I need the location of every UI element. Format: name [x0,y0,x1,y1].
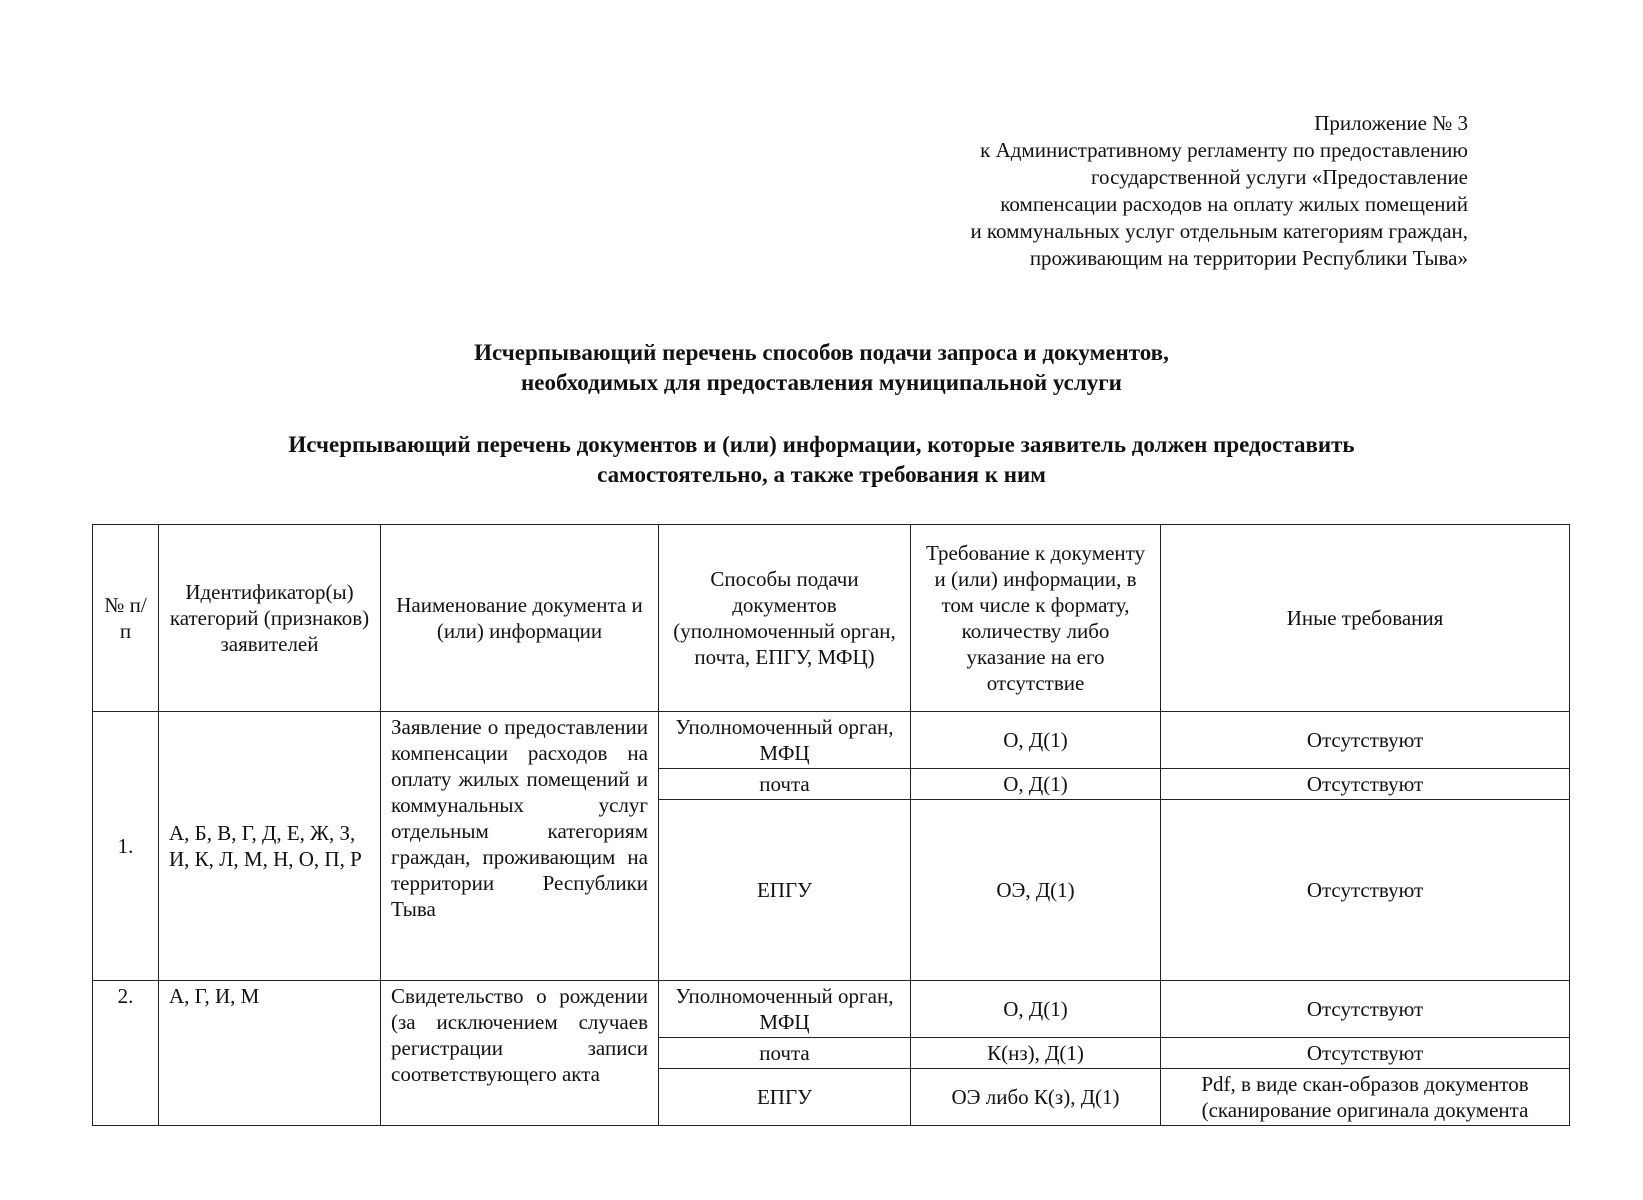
other-cell: Отсутствуют [1161,800,1570,981]
other-cell: Отсутствуют [1161,981,1570,1038]
appendix-header [970,110,1468,272]
documents-table [92,524,1570,1126]
method-cell: ЕПГУ [659,800,911,981]
method-cell: Уполномоченный орган, МФЦ [659,981,911,1038]
row-document: Заявление о предоставлении компенсации расходов на оплату жилых помещений и коммунальных услуг отдельным категориям граждан, проживающим на территории Республики Тыва [381,712,659,981]
other-cell: Отсутствуют [1161,1038,1570,1069]
row-num: 2. [93,981,159,1126]
table-header-row [93,525,1570,712]
method-cell: почта [659,1038,911,1069]
method-cell: почта [659,769,911,800]
header-requirement: Требование к документу и (или) информации, в том числе к формату, количеству либо указание на его отсутствие [911,525,1161,712]
title-line: Исчерпывающий перечень документов и (или) информации, которые заявитель должен предоставить [288,432,1355,457]
table-row [93,981,1570,1038]
header-num: № п/п [93,525,159,712]
row-num: 1. [93,712,159,981]
appendix-line: компенсации расходов на оплату жилых помещений [1000,192,1468,216]
title-line: необходимых для предоставления муниципальной услуги [521,370,1122,395]
requirement-cell: О, Д(1) [911,981,1161,1038]
appendix-line: государственной услуги «Предоставление [1090,165,1468,189]
row-document: Свидетельство о рождении (за исключением случаев регистрации записи соответствующего акта [381,981,659,1126]
header-categories: Идентификатор(ы) категорий (признаков) заявителей [159,525,381,712]
title-line: Исчерпывающий перечень способов подачи запроса и документов, [474,340,1169,365]
requirement-cell: ОЭ либо К(з), Д(1) [911,1069,1161,1126]
other-cell: Отсутствуют [1161,769,1570,800]
appendix-line: к Административному регламенту по предоставлению [980,138,1468,162]
row-categories: А, Г, И, М [159,981,381,1126]
table-title [0,430,1643,490]
other-cell: Pdf, в виде скан-образов документов (сканирование оригинала документа [1161,1069,1570,1126]
document-title [0,338,1643,398]
header-other: Иные требования [1161,525,1570,712]
requirement-cell: О, Д(1) [911,712,1161,769]
title-line: самостоятельно, а также требования к ним [597,462,1046,487]
appendix-line: проживающим на территории Республики Тыва» [1029,246,1468,270]
requirement-cell: К(нз), Д(1) [911,1038,1161,1069]
other-cell: Отсутствуют [1161,712,1570,769]
table-row [93,712,1570,769]
header-methods: Способы подачи документов (уполномоченный орган, почта, ЕПГУ, МФЦ) [659,525,911,712]
appendix-line: и коммунальных услуг отдельным категориям граждан, [970,219,1468,243]
method-cell: ЕПГУ [659,1069,911,1126]
requirement-cell: ОЭ, Д(1) [911,800,1161,981]
requirement-cell: О, Д(1) [911,769,1161,800]
row-categories: А, Б, В, Г, Д, Е, Ж, З, И, К, Л, М, Н, О, П, Р [159,712,381,981]
header-document: Наименование документа и (или) информации [381,525,659,712]
appendix-line: Приложение № 3 [1314,111,1468,135]
method-cell: Уполномоченный орган, МФЦ [659,712,911,769]
